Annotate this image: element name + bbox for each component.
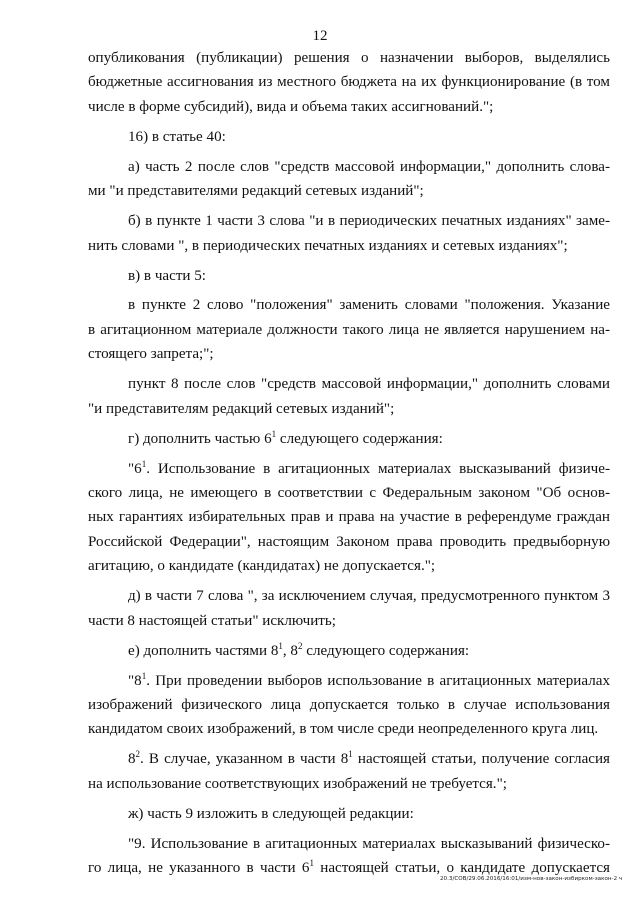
text-line: го лица, не указанного в части $6^1$ настоящей статьи, о кандидате допускается — [88, 858, 610, 877]
text-line: бюджетные ассигнования из местного бюджета на их функционирование (в том — [88, 74, 610, 91]
text-line: а) часть 2 после слов "средств массовой информации," дополнить слова- — [128, 158, 610, 175]
text-line: "и представителям редакций сетевых изданий"; — [88, 400, 395, 417]
text-line: г) дополнить частью $6^1$ следующего содержания: — [128, 428, 443, 447]
text-line: стоящего запрета;"; — [88, 346, 214, 363]
text-line: "$8^1$. При проведении выборов использование в агитационных материалах — [128, 670, 610, 689]
text-line: агитацию, о кандидате (кандидатах) не допускается."; — [88, 558, 436, 575]
text-line: числе в форме субсидий), вида и объема таких ассигнований."; — [88, 98, 494, 115]
text-line: в пункте 2 слово "положения" заменить словами "положения. Указание — [128, 297, 610, 314]
text-line: "$6^1$. Использование в агитационных материалах высказываний физиче- — [128, 458, 610, 477]
text-line: $8^2$. В случае, указанном в части $8^1$ настоящей статьи, получение согласия — [128, 749, 610, 768]
text-line: пункт 8 после слов "средств массовой информации," дополнить словами — [128, 376, 610, 393]
text-line: "9. Использование в агитационных материалах высказываний физическо- — [128, 835, 610, 852]
text-line: нить словами ", в периодических печатных изданиях и сетевых изданиях"; — [88, 237, 568, 254]
text-line: ных гарантиях избирательных прав и права на участие в референдуме граждан — [88, 509, 610, 526]
text-line: на использование соответствующих изображений не требуется."; — [88, 775, 507, 792]
text-line: в агитационном материале должности такого лица не является нарушением на- — [88, 321, 610, 338]
text-line: изображений физического лица допускается только в случае использования — [88, 696, 610, 713]
footer-document-code: 20.3/СОВ/29.06.2016/16:01/изм-нов-закон-избирком-закон-2 ч — [440, 876, 623, 882]
document-body — [88, 46, 610, 880]
text-line: д) в части 7 слова ", за исключением случая, предусмотренного пунктом 3 — [128, 588, 610, 605]
text-line: ми "и представителями редакций сетевых изданий"; — [88, 183, 424, 200]
text-line: 16) в статье 40: — [128, 128, 226, 145]
text-line: в) в части 5: — [128, 267, 207, 284]
text-line: опубликования (публикации) решения о назначении выборов, выделялись — [88, 50, 610, 66]
text-line: б) в пункте 1 части 3 слова "и в периодических печатных изданиях" заме- — [128, 213, 610, 230]
text-line: кандидатом своих изображений, в том числе среди неопределенного круга лиц. — [88, 721, 599, 738]
text-line: Российской Федерации", настоящим Законом права проводить предвыборную — [88, 533, 610, 550]
text-line: части 8 настоящей статьи" исключить; — [88, 612, 336, 629]
text-line: ского лица, не имеющего в соответствии с Федеральным законом "Об основ- — [88, 485, 610, 501]
page-number: 12 — [312, 28, 328, 44]
text-line: ж) часть 9 изложить в следующей редакции: — [128, 805, 414, 822]
text-line: е) дополнить частями $8^1$, $8^2$ следующего содержания: — [128, 640, 470, 659]
